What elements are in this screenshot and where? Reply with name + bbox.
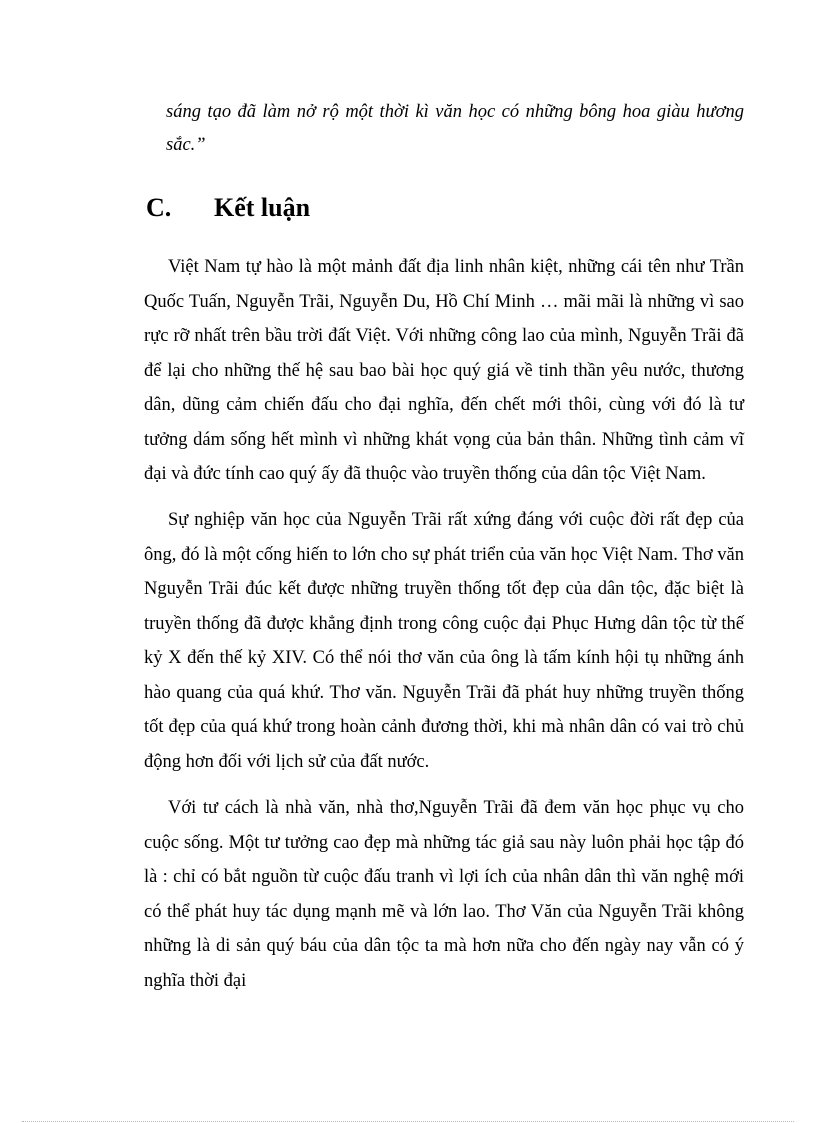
section-heading — [146, 188, 310, 228]
section-letter: C. — [146, 193, 172, 222]
paragraph-2: Sự nghiệp văn học của Nguyễn Trãi rất xứng đáng với cuộc đời rất đẹp của ông, đó là một cống hiến to lớn cho sự phát triển của văn học Việt Nam. Thơ văn Nguyễn Trãi đúc kết được những truyền thống tốt đẹp của dân tộc, đặc biệt là truyền thống đã được khẳng định trong công cuộc đại Phục Hưng dân tộc từ thế kỷ X đến thế kỷ XIV. Có thể nói thơ văn của ông là tấm kính hội tụ những ánh hào quang của quá khứ. Thơ văn. Nguyễn Trãi đã phát huy những truyền thống tốt đẹp của quá khứ trong hoàn cảnh đương thời, khi mà nhân dân có vai trò chủ động hơn đối với lịch sử của đất nước. — [144, 510, 744, 772]
paragraph-3: Với tư cách là nhà văn, nhà thơ,Nguyễn Trãi đã đem văn học phục vụ cho cuộc sống. Một tư tưởng cao đẹp mà những tác giả sau này luôn phải học tập đó là : chỉ có bắt nguồn từ cuộc đấu tranh vì lợi ích của nhân dân thì văn nghệ mới có thể phát huy tác dụng mạnh mẽ và lớn lao. Thơ Văn của Nguyễn Trãi không những là di sản quý báu của dân tộc ta mà hơn nữa cho đến ngày nay vẫn có ý nghĩa thời đại — [144, 798, 744, 991]
paragraph-1: Việt Nam tự hào là một mảnh đất địa linh nhân kiệt, những cái tên như Trần Quốc Tuấn, Nguyễn Trãi, Nguyễn Du, Hồ Chí Minh … mãi mãi là những vì sao rực rỡ nhất trên bầu trời đất Việt. Với những công lao của mình, Nguyễn Trãi đã để lại cho những thế hệ sau bao bài học quý giá về tinh thần yêu nước, thương dân, dũng cảm chiến đấu cho đại nghĩa, đến chết mới thôi, cùng với đó là tư tưởng dám sống hết mình vì những khát vọng của bản thân. Những tình cảm vĩ đại và đức tính cao quý ấy đã thuộc vào truyền thống của dân tộc Việt Nam. — [144, 257, 744, 484]
section-title: Kết luận — [214, 193, 311, 222]
quote-continuation: sáng tạo đã làm nở rộ một thời kì văn học có những bông hoa giàu hương sắc.” — [166, 102, 744, 155]
page-bottom-divider — [22, 1121, 794, 1122]
